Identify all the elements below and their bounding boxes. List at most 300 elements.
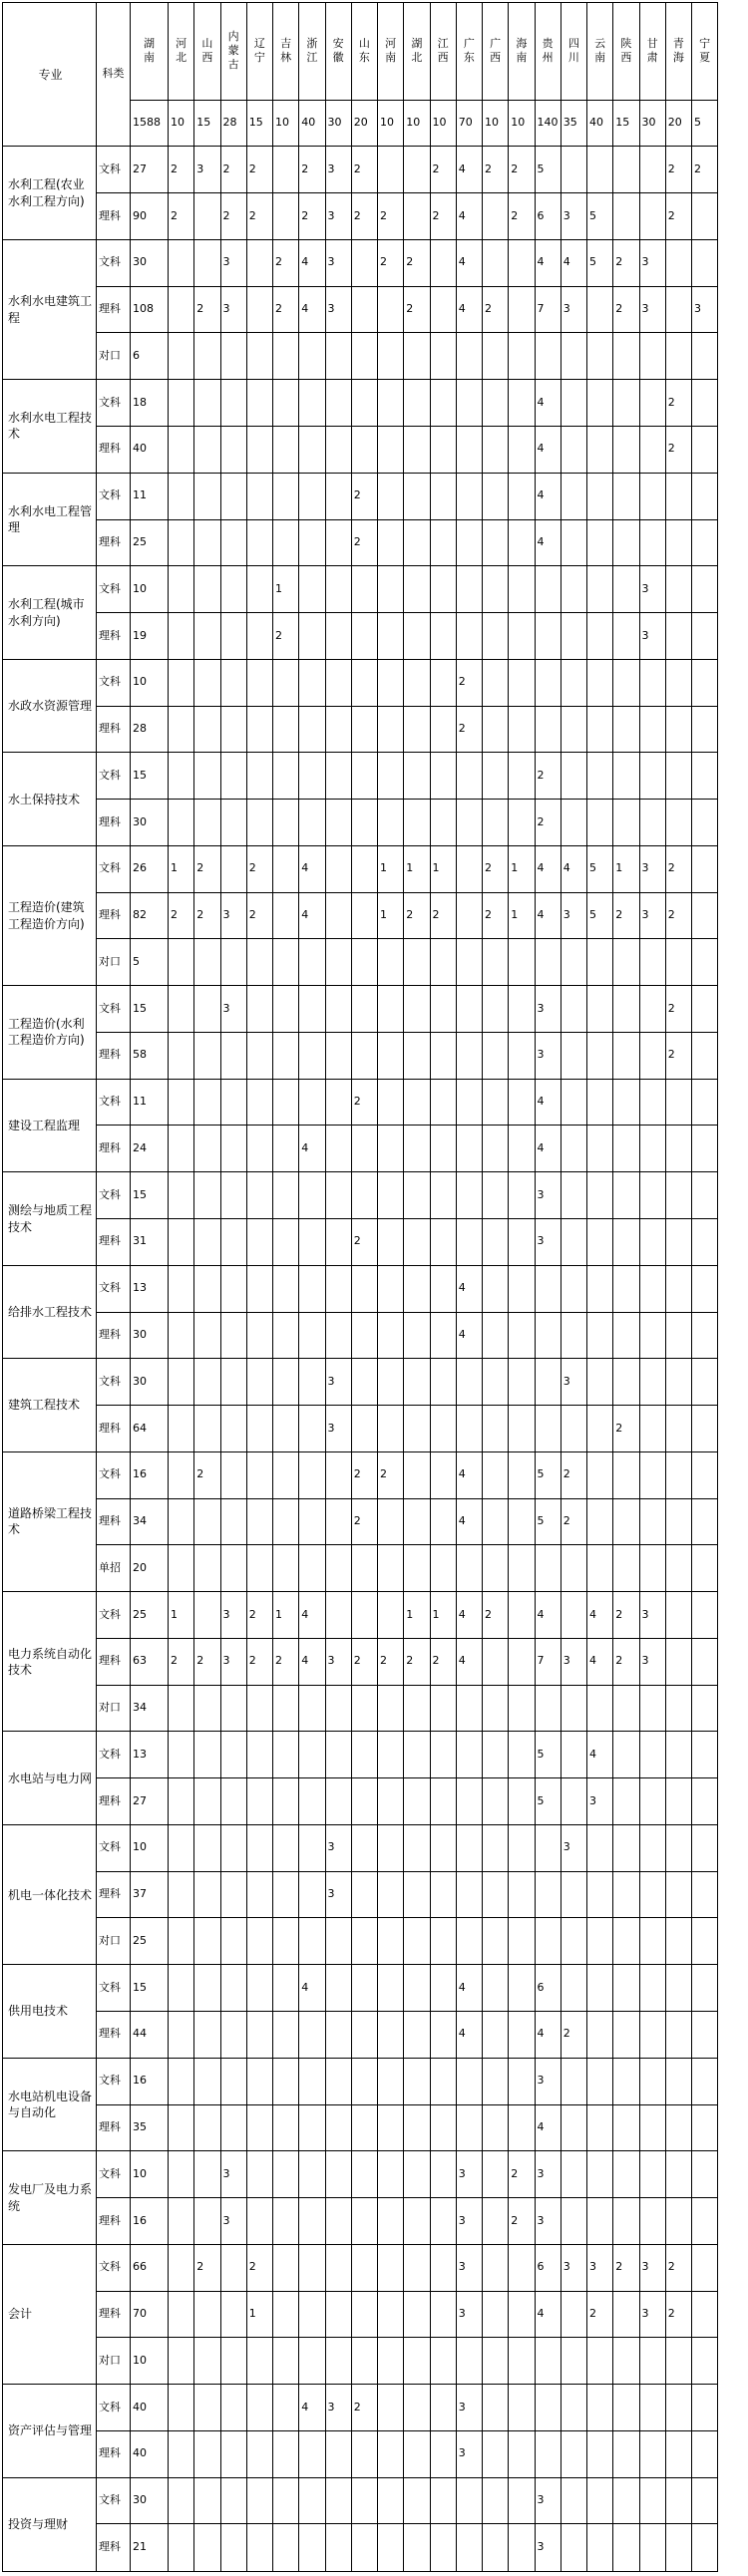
quota-total-cell: 24 [131, 1126, 169, 1172]
quota-cell [220, 426, 246, 473]
quota-cell [351, 1592, 377, 1639]
quota-cell [587, 473, 613, 519]
quota-cell [299, 473, 325, 519]
quota-cell: 4 [535, 519, 561, 566]
quota-cell [535, 2430, 561, 2477]
quota-cell: 2 [613, 239, 639, 286]
quota-cell [613, 1172, 639, 1219]
quota-cell: 2 [665, 1032, 691, 1079]
quota-cell [430, 519, 456, 566]
quota-cell [692, 2477, 718, 2524]
major-name: 机电一体化技术 [3, 1824, 97, 1964]
quota-cell [404, 380, 430, 427]
quota-cell [169, 566, 194, 613]
quota-cell [169, 2291, 194, 2338]
quota-cell [665, 1172, 691, 1219]
table-row [3, 1498, 745, 1545]
quota-cell [194, 1032, 220, 1079]
quota-cell [456, 1685, 482, 1732]
quota-cell [456, 845, 482, 892]
quota-cell [273, 2198, 299, 2245]
quota-cell [404, 1359, 430, 1406]
subject-type: 理科 [97, 519, 131, 566]
quota-cell [325, 1592, 351, 1639]
quota-cell [587, 1685, 613, 1732]
table-row [3, 2012, 745, 2059]
quota-cell [169, 1032, 194, 1079]
subject-type: 文科 [97, 1451, 131, 1498]
quota-cell [509, 1498, 535, 1545]
subject-type: 理科 [97, 1032, 131, 1079]
major-name: 水利水电工程管理 [3, 473, 97, 566]
subject-type: 文科 [97, 239, 131, 286]
quota-total-cell: 44 [131, 2012, 169, 2059]
quota-cell [194, 1172, 220, 1219]
quota-cell [273, 1732, 299, 1778]
quota-cell [351, 1871, 377, 1918]
quota-cell [665, 1406, 691, 1452]
quota-cell [587, 2104, 613, 2151]
quota-cell [430, 1172, 456, 1219]
quota-cell [613, 1824, 639, 1871]
quota-cell [587, 1498, 613, 1545]
quota-cell [561, 2104, 586, 2151]
quota-cell: 2 [561, 1498, 586, 1545]
quota-cell [194, 939, 220, 986]
quota-cell [587, 1172, 613, 1219]
quota-cell [509, 473, 535, 519]
quota-cell: 4 [535, 1592, 561, 1639]
quota-cell [246, 2151, 272, 2198]
table-row [3, 2244, 745, 2291]
quota-cell: 1 [509, 892, 535, 939]
quota-cell [639, 1498, 665, 1545]
quota-cell [404, 2338, 430, 2385]
quota-cell [378, 1312, 404, 1359]
quota-cell: 2 [351, 193, 377, 240]
quota-cell [299, 1406, 325, 1452]
quota-cell [639, 1545, 665, 1592]
quota-cell: 5 [535, 1778, 561, 1825]
quota-cell: 5 [587, 892, 613, 939]
quota-cell: 5 [587, 239, 613, 286]
quota-cell [220, 1824, 246, 1871]
quota-cell: 4 [456, 1451, 482, 1498]
subject-type: 理科 [97, 2012, 131, 2059]
quota-cell [194, 1965, 220, 2012]
quota-cell [692, 659, 718, 706]
quota-cell [378, 800, 404, 846]
quota-total-cell: 10 [131, 2338, 169, 2385]
quota-cell [220, 1079, 246, 1126]
quota-cell [220, 2430, 246, 2477]
quota-cell: 2 [404, 286, 430, 333]
quota-cell: 4 [587, 1732, 613, 1778]
quota-cell: 2 [430, 147, 456, 193]
quota-cell [378, 1592, 404, 1639]
subject-type: 理科 [97, 613, 131, 660]
quota-cell [456, 1545, 482, 1592]
quota-cell [430, 2524, 456, 2572]
province-name: 宁夏 [699, 37, 711, 65]
province-header [483, 3, 509, 101]
header-row [3, 3, 745, 101]
quota-cell [483, 1918, 509, 1965]
quota-cell [692, 753, 718, 800]
quota-cell [639, 1965, 665, 2012]
quota-cell [692, 1451, 718, 1498]
quota-cell [351, 892, 377, 939]
quota-cell [561, 800, 586, 846]
quota-cell [561, 2524, 586, 2572]
major-name: 水土保持技术 [3, 753, 97, 846]
quota-cell [613, 2385, 639, 2431]
table-row [3, 1219, 745, 1266]
quota-cell [561, 1965, 586, 2012]
quota-cell [299, 1824, 325, 1871]
quota-cell: 3 [692, 286, 718, 333]
quota-cell [430, 1079, 456, 1126]
quota-cell [325, 2338, 351, 2385]
quota-total-cell: 26 [131, 845, 169, 892]
quota-cell [483, 1778, 509, 1825]
quota-cell [325, 753, 351, 800]
quota-cell [194, 1778, 220, 1825]
quota-cell [483, 2338, 509, 2385]
quota-cell [378, 2477, 404, 2524]
quota-cell [587, 1126, 613, 1172]
table-row [3, 986, 745, 1033]
table-row [3, 1126, 745, 1172]
quota-cell [639, 1451, 665, 1498]
quota-cell [351, 2244, 377, 2291]
quota-cell [587, 2524, 613, 2572]
quota-cell [430, 1265, 456, 1312]
quota-cell: 3 [456, 2198, 482, 2245]
quota-total-cell: 15 [131, 1965, 169, 2012]
quota-cell [613, 1265, 639, 1312]
quota-cell [325, 380, 351, 427]
quota-cell [169, 1126, 194, 1172]
quota-cell [665, 1498, 691, 1545]
quota-total-cell: 30 [131, 239, 169, 286]
table-row [3, 2385, 745, 2431]
quota-cell: 3 [535, 1032, 561, 1079]
quota-cell [456, 892, 482, 939]
quota-cell [639, 473, 665, 519]
province-total: 10 [483, 100, 509, 147]
quota-cell [220, 1545, 246, 1592]
quota-cell [220, 2338, 246, 2385]
province-name: 江西 [437, 37, 449, 65]
quota-cell [561, 1219, 586, 1266]
quota-total-cell: 6 [131, 333, 169, 380]
quota-total-cell: 30 [131, 2477, 169, 2524]
quota-cell [587, 566, 613, 613]
quota-cell [246, 1172, 272, 1219]
quota-cell [378, 1126, 404, 1172]
quota-cell: 3 [456, 2151, 482, 2198]
quota-total-cell: 31 [131, 1219, 169, 1266]
quota-cell [535, 1359, 561, 1406]
quota-cell [692, 1172, 718, 1219]
quota-cell: 4 [587, 1638, 613, 1685]
subject-type: 对口 [97, 1918, 131, 1965]
province-total: 5 [692, 100, 718, 147]
quota-cell [587, 1312, 613, 1359]
quota-cell [456, 1126, 482, 1172]
quota-cell [692, 1732, 718, 1778]
province-header [665, 3, 691, 101]
quota-cell [220, 613, 246, 660]
quota-cell [692, 800, 718, 846]
quota-cell: 4 [535, 2104, 561, 2151]
quota-cell [483, 1638, 509, 1685]
quota-cell [246, 1824, 272, 1871]
subject-type: 理科 [97, 1219, 131, 1266]
quota-cell: 3 [325, 147, 351, 193]
province-header [430, 3, 456, 101]
province-header [378, 3, 404, 101]
quota-cell [378, 1824, 404, 1871]
quota-cell [456, 1219, 482, 1266]
quota-cell [535, 613, 561, 660]
province-header [561, 3, 586, 101]
quota-cell [456, 2104, 482, 2151]
quota-cell [509, 1451, 535, 1498]
quota-cell [483, 1359, 509, 1406]
quota-cell [665, 1079, 691, 1126]
quota-cell [299, 2524, 325, 2572]
quota-cell [246, 986, 272, 1033]
quota-cell: 2 [351, 1219, 377, 1266]
quota-cell [351, 380, 377, 427]
quota-cell [220, 2524, 246, 2572]
quota-cell [587, 659, 613, 706]
quota-total-cell: 10 [131, 1824, 169, 1871]
quota-cell [404, 1918, 430, 1965]
quota-cell [404, 1126, 430, 1172]
quota-cell: 4 [456, 2012, 482, 2059]
quota-cell [456, 1406, 482, 1452]
quota-cell: 2 [613, 2244, 639, 2291]
quota-cell: 2 [299, 193, 325, 240]
quota-cell [587, 1918, 613, 1965]
quota-cell: 3 [194, 147, 220, 193]
quota-cell [378, 519, 404, 566]
quota-cell [246, 1498, 272, 1545]
table-row [3, 1871, 745, 1918]
quota-cell [587, 800, 613, 846]
quota-cell [194, 1406, 220, 1452]
quota-cell [613, 1126, 639, 1172]
quota-cell [483, 1126, 509, 1172]
subject-type: 理科 [97, 1778, 131, 1825]
quota-cell: 4 [299, 1592, 325, 1639]
quota-cell [535, 1824, 561, 1871]
quota-cell: 4 [456, 286, 482, 333]
quota-cell [665, 239, 691, 286]
quota-cell [483, 2291, 509, 2338]
quota-cell: 2 [535, 753, 561, 800]
quota-cell: 2 [351, 1638, 377, 1685]
quota-cell [665, 1265, 691, 1312]
major-name: 工程造价(建筑工程造价方向) [3, 845, 97, 985]
quota-cell [456, 380, 482, 427]
quota-cell: 1 [273, 566, 299, 613]
quota-cell [273, 2104, 299, 2151]
quota-cell [246, 1359, 272, 1406]
quota-cell [299, 659, 325, 706]
quota-cell [561, 519, 586, 566]
subject-type: 文科 [97, 1359, 131, 1406]
quota-cell [483, 1732, 509, 1778]
quota-cell [509, 239, 535, 286]
quota-cell [639, 1079, 665, 1126]
quota-cell [456, 939, 482, 986]
subject-type: 理科 [97, 1638, 131, 1685]
quota-cell [169, 1918, 194, 1965]
table-row [3, 1079, 745, 1126]
quota-cell [639, 1359, 665, 1406]
quota-cell [194, 1498, 220, 1545]
quota-cell [351, 1965, 377, 2012]
province-header [169, 3, 194, 101]
quota-cell [692, 1312, 718, 1359]
quota-cell [483, 613, 509, 660]
quota-cell [456, 613, 482, 660]
quota-cell [639, 147, 665, 193]
quota-cell: 5 [535, 1498, 561, 1545]
quota-cell [483, 939, 509, 986]
province-header [220, 3, 246, 101]
quota-cell [378, 2291, 404, 2338]
quota-cell [509, 2291, 535, 2338]
quota-cell [325, 706, 351, 753]
quota-cell [351, 1359, 377, 1406]
subject-type: 文科 [97, 566, 131, 613]
table-row [3, 1965, 745, 2012]
quota-cell [430, 333, 456, 380]
quota-cell: 2 [456, 706, 482, 753]
quota-cell [169, 1871, 194, 1918]
quota-cell [535, 1685, 561, 1732]
quota-cell [273, 1545, 299, 1592]
quota-cell [273, 2385, 299, 2431]
quota-cell [587, 426, 613, 473]
quota-cell [246, 1032, 272, 1079]
quota-cell: 4 [299, 892, 325, 939]
quota-cell [246, 2012, 272, 2059]
quota-cell [639, 1824, 665, 1871]
quota-cell: 2 [561, 1451, 586, 1498]
quota-cell [613, 1965, 639, 2012]
quota-total-cell: 11 [131, 473, 169, 519]
quota-cell [692, 2151, 718, 2198]
subject-type: 理科 [97, 1312, 131, 1359]
quota-cell [561, 1871, 586, 1918]
quota-cell [665, 1685, 691, 1732]
quota-cell [639, 2430, 665, 2477]
table-row [3, 892, 745, 939]
major-name: 水利工程(城市水利方向) [3, 566, 97, 660]
quota-cell [378, 380, 404, 427]
quota-cell [430, 2151, 456, 2198]
quota-cell [509, 2058, 535, 2104]
quota-cell [665, 2385, 691, 2431]
quota-cell: 4 [456, 147, 482, 193]
province-header [456, 3, 482, 101]
quota-cell [561, 426, 586, 473]
quota-cell [665, 286, 691, 333]
quota-cell [483, 1312, 509, 1359]
quota-cell [378, 1871, 404, 1918]
quota-cell [378, 986, 404, 1033]
quota-cell [483, 1498, 509, 1545]
subject-type: 文科 [97, 2385, 131, 2431]
quota-cell [220, 1451, 246, 1498]
quota-cell [299, 1172, 325, 1219]
province-name: 四川 [567, 37, 579, 65]
quota-cell [561, 939, 586, 986]
quota-cell [483, 2524, 509, 2572]
quota-cell [220, 2104, 246, 2151]
quota-cell [509, 1778, 535, 1825]
quota-cell [299, 2477, 325, 2524]
quota-cell [587, 706, 613, 753]
quota-cell [169, 1079, 194, 1126]
quota-cell [404, 1824, 430, 1871]
quota-cell: 3 [639, 1592, 665, 1639]
quota-cell [351, 2291, 377, 2338]
subject-type: 理科 [97, 2104, 131, 2151]
quota-cell: 3 [561, 193, 586, 240]
quota-cell [509, 2244, 535, 2291]
quota-cell: 4 [561, 845, 586, 892]
quota-cell [246, 1219, 272, 1266]
quota-cell: 6 [535, 2244, 561, 2291]
quota-cell [351, 1918, 377, 1965]
quota-cell [246, 1732, 272, 1778]
quota-cell [299, 986, 325, 1033]
subject-type: 文科 [97, 1079, 131, 1126]
province-name: 河南 [385, 37, 397, 65]
quota-cell [351, 986, 377, 1033]
quota-cell: 2 [378, 193, 404, 240]
quota-total-cell: 10 [131, 566, 169, 613]
quota-cell: 3 [456, 2385, 482, 2431]
major-name: 建设工程监理 [3, 1079, 97, 1172]
quota-cell [561, 473, 586, 519]
quota-cell [430, 1824, 456, 1871]
quota-cell [246, 1685, 272, 1732]
quota-cell [194, 1732, 220, 1778]
major-name: 道路桥梁工程技术 [3, 1451, 97, 1591]
quota-cell [404, 753, 430, 800]
table-row [3, 613, 745, 660]
quota-cell [639, 2151, 665, 2198]
quota-cell [220, 1359, 246, 1406]
table-row [3, 1778, 745, 1825]
quota-cell: 4 [456, 1265, 482, 1312]
quota-cell: 2 [483, 147, 509, 193]
quota-cell [273, 519, 299, 566]
quota-cell [692, 566, 718, 613]
table-row [3, 1451, 745, 1498]
table-row [3, 2151, 745, 2198]
quota-cell [378, 147, 404, 193]
quota-cell [220, 2291, 246, 2338]
